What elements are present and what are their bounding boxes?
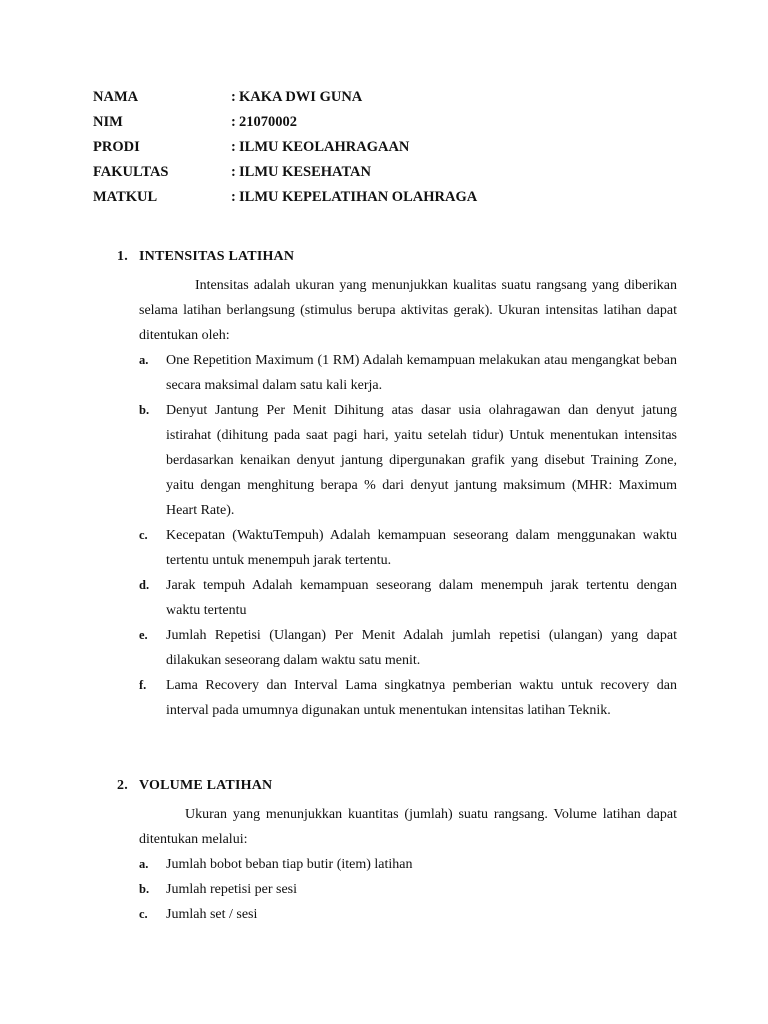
section-heading — [117, 776, 677, 798]
list-letter: e. — [139, 628, 148, 642]
identity-value: ILMU KEPELATIHAN OLAHRAGA — [239, 189, 478, 205]
identity-label: MATKUL — [93, 189, 158, 205]
list-letter: f. — [139, 678, 147, 692]
identity-separator: : — [231, 164, 236, 180]
list-item — [139, 573, 677, 623]
list-text: Jumlah repetisi per sesi — [166, 882, 298, 897]
identity-row-fakultas — [93, 161, 693, 186]
list-item — [139, 348, 677, 398]
list-item — [139, 623, 677, 673]
list-item — [139, 902, 677, 927]
identity-row-matkul — [93, 186, 693, 211]
identity-block — [93, 86, 693, 211]
identity-label: FAKULTAS — [93, 164, 169, 180]
identity-label: NAMA — [93, 89, 139, 105]
identity-separator: : — [231, 89, 236, 105]
criteria-list — [139, 348, 677, 723]
list-text: Kecepatan (WaktuTempuh) Adalah kemampuan seseorang dalam menggunakan waktu tertentu untuk menempuh jarak tertentu. — [166, 528, 677, 568]
identity-separator: : — [231, 139, 236, 155]
identity-value: ILMU KESEHATAN — [239, 164, 371, 180]
identity-label: PRODI — [93, 139, 140, 155]
section-heading — [117, 247, 677, 269]
identity-label: NIM — [93, 114, 123, 130]
section-volume-latihan — [117, 776, 677, 927]
section-number: 2. — [117, 778, 128, 793]
list-letter: b. — [139, 403, 150, 417]
list-text: Jarak tempuh Adalah kemampuan seseorang dalam menempuh jarak tertentu dengan waktu tertentu — [166, 578, 677, 618]
list-item — [139, 852, 677, 877]
identity-separator: : — [231, 189, 236, 205]
identity-value: ILMU KEOLAHRAGAAN — [239, 139, 410, 155]
list-text: Jumlah Repetisi (Ulangan) Per Menit Adalah jumlah repetisi (ulangan) yang dapat dilakukan seseorang dalam waktu satu menit. — [166, 628, 677, 668]
list-item — [139, 877, 677, 902]
identity-row-nim — [93, 111, 693, 136]
list-text: One Repetition Maximum (1 RM) Adalah kemampuan melakukan atau mengangkat beban secara maksimal dalam satu kali kerja. — [166, 353, 677, 393]
section-title: INTENSITAS LATIHAN — [139, 249, 295, 264]
identity-separator: : — [231, 114, 236, 130]
list-letter: d. — [139, 578, 150, 592]
section-intro: Ukuran yang menunjukkan kuantitas (jumlah) suatu rangsang. Volume latihan dapat ditentukan melalui: — [139, 807, 677, 847]
identity-value: 21070002 — [239, 114, 297, 130]
list-item — [139, 398, 677, 523]
list-item — [139, 673, 677, 723]
list-text: Denyut Jantung Per Menit Dihitung atas dasar usia olahragawan dan denyut jatung istirahat (dihitung pada saat pagi hari, yaitu setelah tidur) Untuk menentukan intensitas berdasarkan kenaikan denyut jantung dipergunakan grafik yang disebut Training Zone, yaitu dengan menghitung berapa % dari denyut jantung maksimum (MHR: Maximum Heart Rate). — [166, 403, 677, 518]
list-letter: c. — [139, 907, 148, 921]
list-letter: c. — [139, 528, 148, 542]
section-number: 1. — [117, 249, 128, 264]
identity-row-nama — [93, 86, 693, 111]
list-letter: a. — [139, 353, 149, 367]
list-letter: b. — [139, 882, 150, 896]
section-intro: Intensitas adalah ukuran yang menunjukkan kualitas suatu rangsang yang diberikan selama latihan berlangsung (stimulus berupa aktivitas gerak). Ukuran intensitas latihan dapat ditentukan oleh: — [139, 278, 677, 343]
list-letter: a. — [139, 857, 149, 871]
list-text: Jumlah set / sesi — [166, 907, 258, 922]
section-title: VOLUME LATIHAN — [139, 778, 273, 793]
identity-row-prodi — [93, 136, 693, 161]
identity-value: KAKA DWI GUNA — [239, 89, 363, 105]
list-item — [139, 523, 677, 573]
list-text: Jumlah bobot beban tiap butir (item) latihan — [166, 857, 413, 872]
criteria-list — [139, 852, 677, 927]
section-intensitas-latihan — [117, 247, 677, 723]
list-text: Lama Recovery dan Interval Lama singkatnya pemberian waktu untuk recovery dan interval pada umumnya digunakan untuk menentukan intensitas latihan Teknik. — [166, 678, 677, 718]
